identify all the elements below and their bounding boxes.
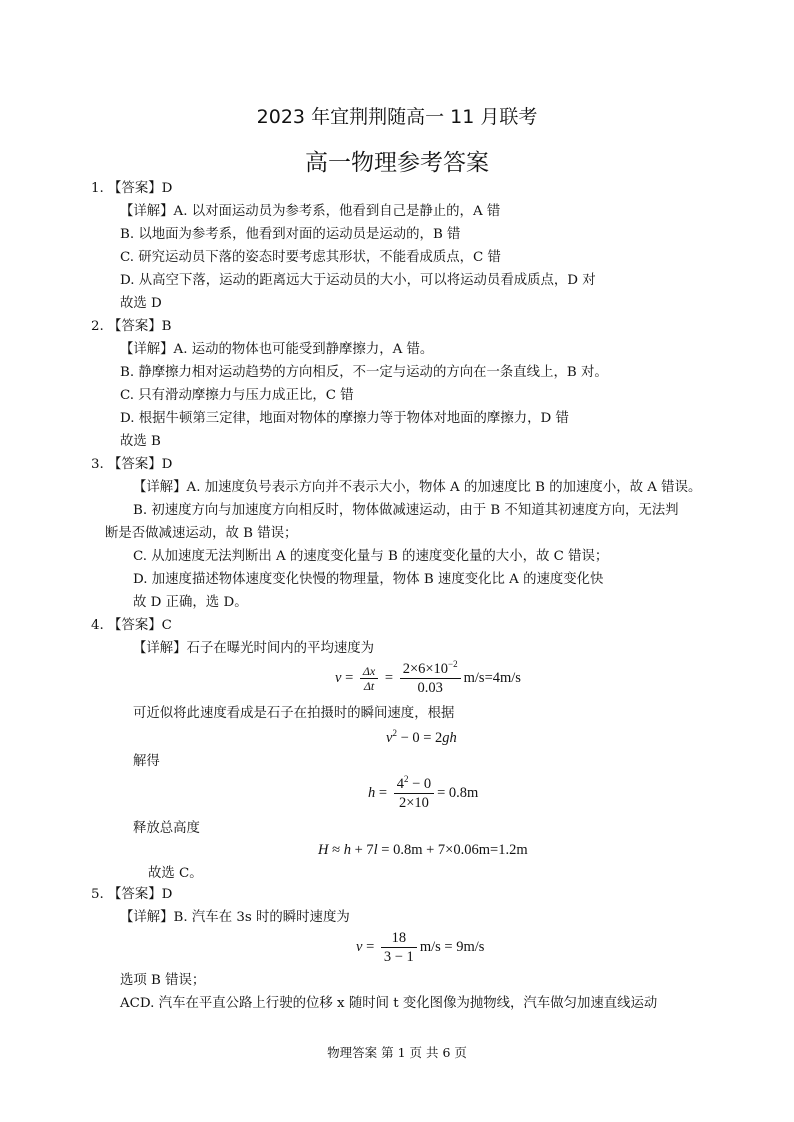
q5-detail-b: 选项 B 错误；	[120, 973, 206, 988]
q1-answer: 1. 【答案】D	[91, 181, 173, 196]
q3-detail-b2: 断是否做减速运动，故 B 错误；	[105, 526, 298, 541]
q3-detail-c: C. 从加速度无法判断出 A 的速度变化量与 B 的速度变化量的大小，故 C 错误；	[133, 549, 609, 564]
q5-answer: 5. 【答案】D	[91, 887, 173, 902]
q4-detail-d: 释放总高度	[133, 821, 200, 836]
q1-detail-b: B. 以地面为参考系，他看到对面的运动员是运动的，B 错	[120, 227, 461, 242]
q3-detail-d2: 故 D 正确，选 D。	[133, 595, 248, 610]
q2-detail-c: C. 只有滑动摩擦力与压力成正比，C 错	[120, 388, 354, 403]
exam-title: 2023 年宜荆荆随高一 11 月联考	[256, 106, 538, 128]
q5-detail-c: ACD. 汽车在平直公路上行驶的位移 x 随时间 t 变化图像为抛物线，汽车做匀加速直线运动	[120, 996, 658, 1011]
q4-detail-c: 解得	[133, 754, 160, 769]
q5-detail-a: 【详解】B. 汽车在 3s 时的瞬时速度为	[120, 910, 350, 925]
q2-detail-a: 【详解】A. 运动的物体也可能受到静摩擦力，A 错。	[120, 342, 434, 357]
page-title: 高一物理参考答案	[305, 150, 489, 176]
q1-detail-a: 【详解】A. 以对面运动员为参考系，他看到自己是静止的，A 错	[120, 204, 501, 219]
q3-detail-a: 【详解】A. 加速度负号表示方向并不表示大小，物体 A 的加速度比 B 的加速度小，故 A 错误。	[133, 480, 702, 495]
q2-detail-b: B. 静摩擦力相对运动趋势的方向相反，不一定与运动的方向在一条直线上，B 对。	[120, 365, 608, 380]
equation-height: h = $\frac{4^2 - 0}{2\times 10}$ = 0.8m	[368, 774, 479, 811]
q2-selection: 故选 B	[120, 434, 161, 449]
q4-answer: 4. 【答案】C	[91, 618, 172, 633]
q4-selection: 故选 C。	[148, 866, 203, 881]
q4-detail-a: 【详解】石子在曝光时间内的平均速度为	[133, 641, 375, 656]
q2-answer: 2. 【答案】B	[91, 319, 172, 334]
q4-detail-b: 可近似将此速度看成是石子在拍摄时的瞬间速度，根据	[133, 706, 455, 721]
equation-total-height: H ≈ h + 7l = 0.8m + 7×0.06m=1.2m	[318, 842, 528, 858]
page-footer: 物理答案 第 1 页 共 6 页	[327, 1045, 467, 1060]
q1-selection: 故选 D	[120, 296, 162, 311]
q3-detail-b1: B. 初速度方向与加速度方向相反时，物体做减速运动，由于 B 不知道其初速度方向，无法判	[133, 503, 679, 518]
q1-detail-c: C. 研究运动员下落的姿态时要考虑其形状，不能看成质点，C 错	[120, 250, 501, 265]
equation-instant-velocity: v = $\frac{18}{3 - 1}$ m/s = 9m/s	[356, 930, 485, 965]
equation-kinematics: $v^2 - 0 = 2gh$	[386, 728, 457, 746]
q3-detail-d1: D. 加速度描述物体速度变化快慢的物理量，物体 B 速度变化比 A 的速度变化快	[133, 572, 604, 587]
equation-average-velocity: v = $\frac{\Delta x}{\Delta t}$ = $\frac{2\times 6\times 10^{-2}}{0.03}$ m/s=4m/s	[335, 659, 521, 696]
q1-detail-d: D. 从高空下落，运动的距离远大于运动员的大小，可以将运动员看成质点，D 对	[120, 273, 596, 288]
q3-answer: 3. 【答案】D	[91, 457, 173, 472]
q2-detail-d: D. 根据牛顿第三定律，地面对物体的摩擦力等于物体对地面的摩擦力，D 错	[120, 411, 569, 426]
